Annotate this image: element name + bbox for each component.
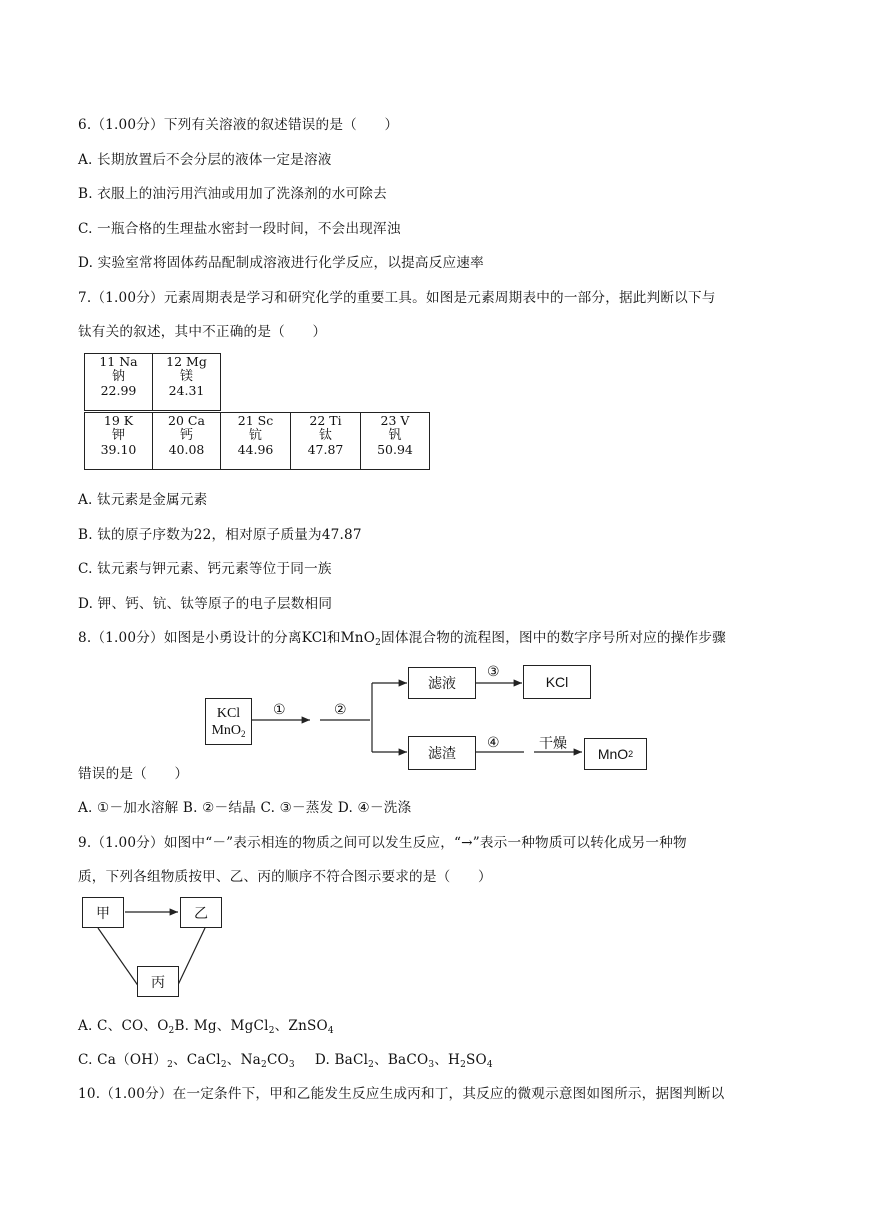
q6-option-d: D. 实验室常将固体药品配制成溶液进行化学反应，以提高反应速率 xyxy=(78,255,484,271)
filtrate-box: 滤液 xyxy=(408,667,476,699)
flow-start-box xyxy=(205,698,252,745)
q8-stem-text: 8.（1.00分）如图是小勇设计的分离KCl和MnO xyxy=(78,630,376,646)
dry-label: 干燥 xyxy=(539,736,567,752)
mno2-text: MnO xyxy=(211,722,242,738)
q7-stem-line1: 7.（1.00分）元素周期表是学习和研究化学的重要工具。如图是元素周期表中的一部分，据此判断以下与 xyxy=(78,290,716,306)
flow-start-kcl: KCl xyxy=(216,705,241,721)
q7-option-b: B. 钛的原子序数为22，相对原子质量为47.87 xyxy=(78,527,362,543)
subscript: 2 xyxy=(261,1060,267,1070)
subscript: 2 xyxy=(241,728,246,739)
subscript: 3 xyxy=(288,1060,295,1070)
q9-stem-line1: 9.（1.00分）如图中“－”表示相连的物质之间可以发生反应，“→”表示一种物质可以转化成另一种物 xyxy=(78,835,687,851)
step-3-label: ③ xyxy=(487,664,500,680)
element-mass: 47.87 xyxy=(307,442,344,457)
q10-stem: 10.（1.00分）在一定条件下，甲和乙能发生反应生成丙和丁，其反应的微观示意图如图所示，据图判断以 xyxy=(78,1086,725,1102)
q9-option-c: C. Ca（OH） xyxy=(78,1052,168,1068)
q9-option-d-part: 、BaCO xyxy=(374,1052,429,1068)
mno2-box: MnO 2 xyxy=(584,738,647,770)
element-mass: 44.96 xyxy=(237,442,274,457)
q7-option-d: D. 钾、钙、钪、钛等原子的电子层数相同 xyxy=(78,596,333,612)
q7-stem-line2: 钛有关的叙述，其中不正确的是（ ） xyxy=(78,324,327,340)
kcl-box: KCl xyxy=(523,665,591,699)
q6-option-b: B. 衣服上的油污用汽油或用加了洗涤剂的水可除去 xyxy=(78,186,387,202)
q9-option-d-part: SO xyxy=(466,1052,487,1068)
subscript: 2 xyxy=(168,1026,175,1036)
q6-option-a: A. 长期放置后不会分层的液体一定是溶液 xyxy=(78,152,332,168)
q9-option-d: D. BaCl xyxy=(314,1052,369,1068)
subscript: 2 xyxy=(460,1060,467,1070)
q8-stem-tail: 固体混合物的流程图，图中的数字序号所对应的操作步骤 xyxy=(381,630,726,646)
element-mass: 50.94 xyxy=(377,442,413,457)
subscript: 2 xyxy=(375,638,382,648)
q9-stem-line2: 质，下列各组物质按甲、乙、丙的顺序不符合图示要求的是（ ） xyxy=(78,869,492,885)
q7-option-c: C. 钛元素与钾元素、钙元素等位于同一族 xyxy=(78,561,332,577)
q9-options-ab xyxy=(78,1014,334,1034)
element-name: 钒 xyxy=(388,427,402,443)
q9-option-c-part: CO xyxy=(266,1052,289,1068)
q6-stem: 6.（1.00分）下列有关溶液的叙述错误的是（ ） xyxy=(78,117,399,133)
element-name: 镁 xyxy=(179,368,193,384)
subscript: 2 xyxy=(220,1060,227,1070)
q8-stem-line2: 错误的是（ ） xyxy=(78,766,189,782)
q9-option-d-part: 、H xyxy=(434,1052,461,1068)
subscript: 2 xyxy=(368,1060,375,1070)
q9-option-b-part: 、ZnSO xyxy=(274,1018,328,1034)
element-mass: 39.10 xyxy=(100,442,137,457)
q9-option-c-part: 、Na xyxy=(226,1052,261,1068)
element-number: 12 Mg xyxy=(166,354,207,369)
element-name: 钛 xyxy=(318,427,332,443)
q9-option-a: A. C、CO、O xyxy=(78,1018,169,1034)
subscript: 4 xyxy=(486,1060,493,1070)
element-mass: 40.08 xyxy=(168,442,205,457)
yi-box: 乙 xyxy=(180,897,222,928)
element-number: 21 Sc xyxy=(237,413,274,428)
element-name: 钠 xyxy=(111,368,125,384)
flow-start-mno2 xyxy=(211,722,245,739)
element-number: 20 Ca xyxy=(168,413,205,428)
element-number: 22 Ti xyxy=(309,413,342,428)
q9-option-c-part: 、CaCl xyxy=(173,1052,221,1068)
subscript: 3 xyxy=(428,1060,435,1070)
step-2-label: ② xyxy=(334,702,347,718)
mno2-text: MnO xyxy=(597,746,629,762)
step-1-label: ① xyxy=(273,702,286,718)
q9-option-b: B. Mg、MgCl xyxy=(174,1018,269,1034)
element-name: 钪 xyxy=(248,427,262,443)
step-4-label: ④ xyxy=(487,735,500,751)
q7-option-a: A. 钛元素是金属元素 xyxy=(78,492,208,508)
element-mass: 24.31 xyxy=(168,383,205,398)
element-mass: 22.99 xyxy=(100,383,137,398)
bing-box: 丙 xyxy=(137,966,179,997)
element-number: 19 K xyxy=(103,413,134,428)
element-number: 11 Na xyxy=(99,354,138,369)
q9-options-cd xyxy=(78,1048,493,1068)
q6-option-c: C. 一瓶合格的生理盐水密封一段时间，不会出现浑浊 xyxy=(78,221,401,237)
subscript: 2 xyxy=(167,1060,173,1070)
residue-box: 滤渣 xyxy=(408,736,476,770)
element-name: 钾 xyxy=(111,427,125,443)
q8-options: A. ①－加水溶解 B. ②－结晶 C. ③－蒸发 D. ④－洗涤 xyxy=(78,800,412,816)
subscript: 2 xyxy=(268,1026,275,1036)
element-number: 23 V xyxy=(380,413,410,428)
jia-box: 甲 xyxy=(82,897,124,928)
element-name: 钙 xyxy=(179,427,193,443)
subscript: 4 xyxy=(327,1026,334,1036)
